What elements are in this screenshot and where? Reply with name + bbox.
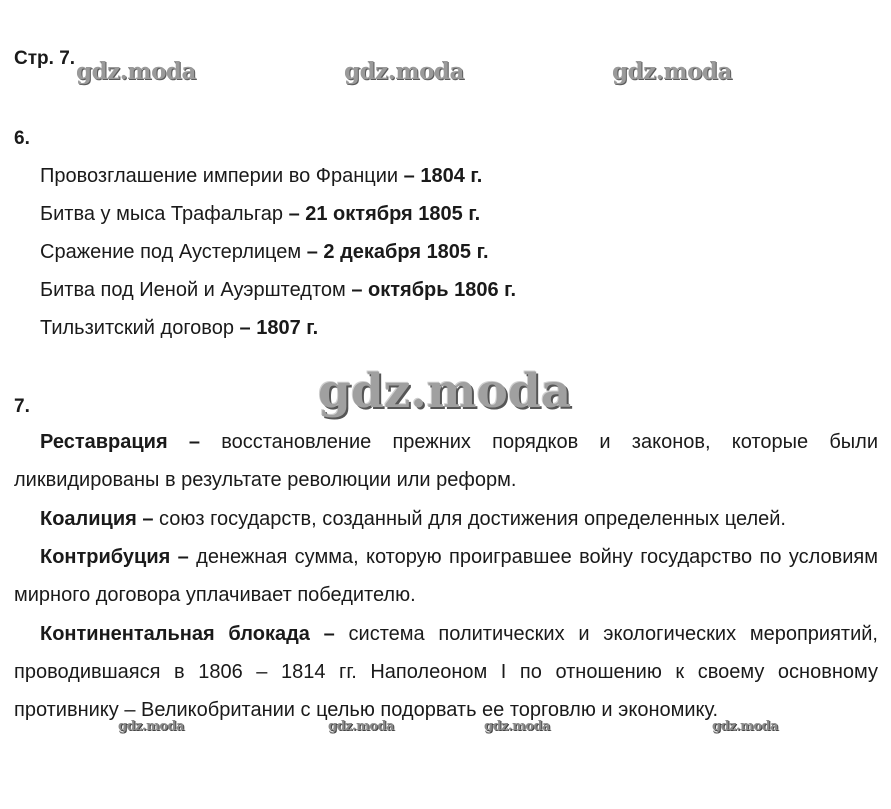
definition-paragraph — [14, 500, 878, 538]
watermark: gdz.moda — [328, 719, 395, 734]
event-date: – 2 декабря 1805 г. — [306, 241, 489, 263]
definition-term: Коалиция – — [40, 508, 154, 530]
event-date: – октябрь 1806 г. — [351, 279, 517, 301]
event-line — [40, 203, 480, 226]
watermark: gdz.moda — [344, 58, 464, 85]
event-date: – 1807 г. — [239, 317, 319, 339]
definition-text: восстановление прежних порядков и законов, которые были ликвидированы в результате революции или реформ. — [14, 431, 878, 491]
page-label: Стр. 7. — [14, 48, 76, 69]
event-name: Битва под Иеной и Ауэрштедтом — [40, 279, 352, 301]
definition-paragraph — [14, 423, 878, 499]
event-line — [40, 165, 482, 188]
definition-paragraph — [14, 538, 878, 614]
definition-term: Контрибуция – — [40, 546, 189, 568]
event-name: Битва у мыса Трафальгар — [40, 203, 289, 225]
watermark: gdz.moda — [612, 58, 732, 85]
definition-text: система политических и экологических мероприятий, проводившаяся в 1806 – 1814 гг. Наполеоном I по отношению к своему основному противнику – Великобритании с целью подорвать ее торговлю и экономику. — [14, 623, 878, 721]
watermark: gdz.moda — [76, 58, 196, 85]
event-name: Тильзитский договор — [40, 317, 240, 339]
watermark: gdz.moda — [118, 719, 185, 734]
event-line — [40, 241, 489, 264]
definition-text: денежная сумма, которую проигравшее войну государство по условиям мирного договора уплачивает победителю. — [14, 546, 878, 606]
watermark: gdz.moda — [484, 719, 551, 734]
event-date: – 21 октября 1805 г. — [288, 203, 481, 225]
watermark-large: gdz.moda — [318, 364, 572, 419]
event-date: – 1804 г. — [403, 165, 483, 187]
event-name: Сражение под Аустерлицем — [40, 241, 307, 263]
definition-term: Континентальная блокада – — [40, 623, 335, 645]
definition-text: союз государств, созданный для достижения определенных целей. — [153, 508, 786, 530]
definition-paragraph — [14, 615, 878, 729]
task-number: 6. — [14, 128, 30, 149]
definition-term: Реставрация – — [40, 431, 200, 453]
event-line — [40, 279, 516, 302]
watermark: gdz.moda — [712, 719, 779, 734]
task-number: 7. — [14, 396, 30, 417]
event-line — [40, 317, 318, 340]
event-name: Провозглашение империи во Франции — [40, 165, 404, 187]
